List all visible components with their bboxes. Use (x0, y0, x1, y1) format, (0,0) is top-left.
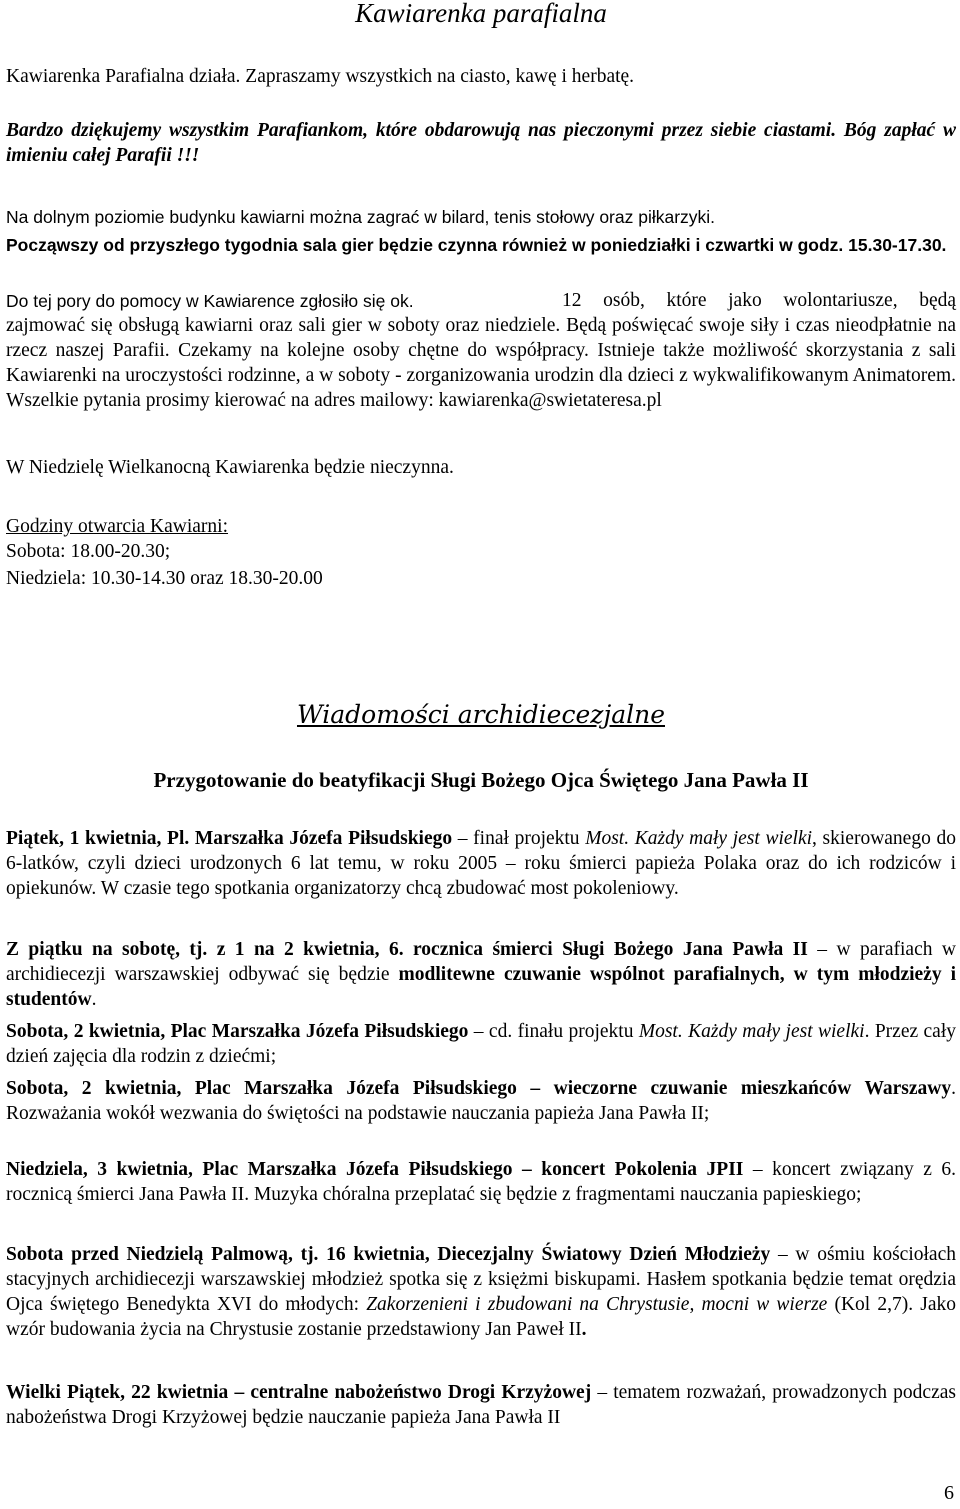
event-7-date: Wielki Piątek, 22 kwietnia – centralne nabożeństwo Drogi Krzyżowej (6, 1382, 592, 1403)
cafe-title: Kawiarenka parafialna (355, 0, 607, 28)
event-6-date: Sobota przed Niedzielą Palmową, tj. 16 kwietnia, Diecezjalny Światowy Dzień Młodzieży (6, 1244, 771, 1265)
cafe-thanks: Bardzo dziękujemy wszystkim Parafiankom, które obdarowują nas pieczonymi przez siebie ciastami. Bóg zapłać w imieniu całej Parafii !!! (6, 120, 956, 166)
cafe-games-hours: Począwszy od przyszłego tygodnia sala gier będzie czynna również w poniedziałki i czwartki w godz. 15.30-17.30. (6, 235, 947, 255)
message-quote: Zakorzenieni i zbudowani na Chrystusie, mocni w wierze (366, 1294, 828, 1315)
cafe-volunteers-intro: Do tej pory do pomocy w Kawiarence zgłosiło się ok. (6, 291, 414, 311)
cafe-volunteers-text: 12 osób, które jako wolontariusze, będą zajmować się obsługą kawiarni oraz sali gier w soboty oraz niedziele. Będą poświęcać swoje siły i czas nieodpłatnie na rzecz naszej Parafii. Czekamy na kolejne osoby chętne do współpracy. Istnieje także możliwość skorzystania z sali Kawiarenki na uroczystości rodzinne, a w soboty - zorganizowania urodzin dla dzieci z wykwalifikowanym Animatorem. Wszelkie pytania prosimy kierować na adres mailowy: kawiarenka@swietateresa.pl (6, 290, 956, 411)
cafe-games: Na dolnym poziomie budynku kawiarni można zagrać w bilard, tenis stołowy oraz piłkarzyki. (6, 207, 716, 227)
event-6: Sobota przed Niedzielą Palmową, tj. 16 kwietnia, Diecezjalny Światowy Dzień Młodzieży – w ośmiu kościołach stacyjnych archidiecezji warszawskiej młodzież spotka się z księżmi biskupami. Hasłem spotkania będzie temat orędzia Ojca świętego Benedykta XVI do młodych: Zakorzenieni i zbudowani na Chrystusie, mocni w wierze (Kol 2,7). Jako wzór budowania życia na Chrystusie zostanie przedstawiony Jan Paweł II. (6, 1244, 956, 1340)
event-2: Z piątku na sobotę, tj. z 1 na 2 kwietnia, 6. rocznica śmierci Sługi Bożego Jana Pawła II – w parafiach w archidiecezji warszawskiej odbywać się będzie modlitewne czuwanie wspólnot parafialnych, w tym młodzieży i studentów. (6, 939, 956, 1010)
event-1-date: Piątek, 1 kwietnia, Pl. Marszałka Józefa Piłsudskiego (6, 828, 453, 849)
event-5: Niedziela, 3 kwietnia, Plac Marszałka Józefa Piłsudskiego – koncert Pokolenia JPII – koncert związany z 6. rocznicą śmierci Jana Pawła II. Muzyka chóralna przeplatać się będzie z fragmentami nauczania papieskiego; (6, 1159, 956, 1205)
cafe-intro: Kawiarenka Parafialna działa. Zapraszamy wszystkich na ciasto, kawę i herbatę. (6, 66, 635, 87)
event-1: Piątek, 1 kwietnia, Pl. Marszałka Józefa Piłsudskiego – finał projektu Most. Każdy mały jest wielki, skierowanego do 6-latków, czyli dzieci urodzonych 6 lat temu, w roku 2005 – roku śmierci papieża Polaka oraz do ich rodziców i opiekunów. W czasie tego spotkania organizatorzy chcą zbudować most pokoleniowy. (6, 828, 956, 899)
event-2-date: Z piątku na sobotę, tj. z 1 na 2 kwietnia, 6. rocznica śmierci Sługi Bożego Jana Pawła II (6, 939, 808, 960)
event-4-date: Sobota, 2 kwietnia, Plac Marszałka Józefa Piłsudskiego – wieczorne czuwanie mieszkańców Warszawy (6, 1078, 952, 1099)
event-3-date: Sobota, 2 kwietnia, Plac Marszałka Józefa Piłsudskiego (6, 1021, 469, 1042)
news-subtitle: Przygotowanie do beatyfikacji Sługi Bożego Ojca Świętego Jana Pawła II (153, 768, 809, 792)
event-4: Sobota, 2 kwietnia, Plac Marszałka Józefa Piłsudskiego – wieczorne czuwanie mieszkańców Warszawy. Rozważania wokół wezwania do świętości na podstawie nauczania papieża Jana Pawła II; (6, 1078, 956, 1124)
event-3: Sobota, 2 kwietnia, Plac Marszałka Józefa Piłsudskiego – cd. finału projektu Most. Każdy mały jest wielki. Przez cały dzień zajęcia dla rodzin z dziećmi; (6, 1021, 957, 1067)
page-number: 6 (944, 1482, 954, 1504)
project-name: Most. Każdy mały jest wielki (585, 828, 813, 849)
hours-saturday: Sobota: 18.00-20.30; (6, 541, 171, 562)
cafe-easter-closed: W Niedzielę Wielkanocną Kawiarenka będzie nieczynna. (6, 457, 454, 478)
event-5-date: Niedziela, 3 kwietnia, Plac Marszałka Józefa Piłsudskiego – koncert Pokolenia JPII (6, 1159, 744, 1180)
news-title: Wiadomości archidiecezjalne (296, 700, 665, 729)
hours-sunday: Niedziela: 10.30-14.30 oraz 18.30-20.00 (6, 568, 323, 589)
document-page (6, 0, 956, 1509)
event-7: Wielki Piątek, 22 kwietnia – centralne nabożeństwo Drogi Krzyżowej – tematem rozważań, prowadzonych podczas nabożeństwa Drogi Krzyżowej będzie nauczanie papieża Jana Pawła II (6, 1382, 956, 1428)
hours-heading: Godziny otwarcia Kawiarni: (6, 516, 229, 537)
